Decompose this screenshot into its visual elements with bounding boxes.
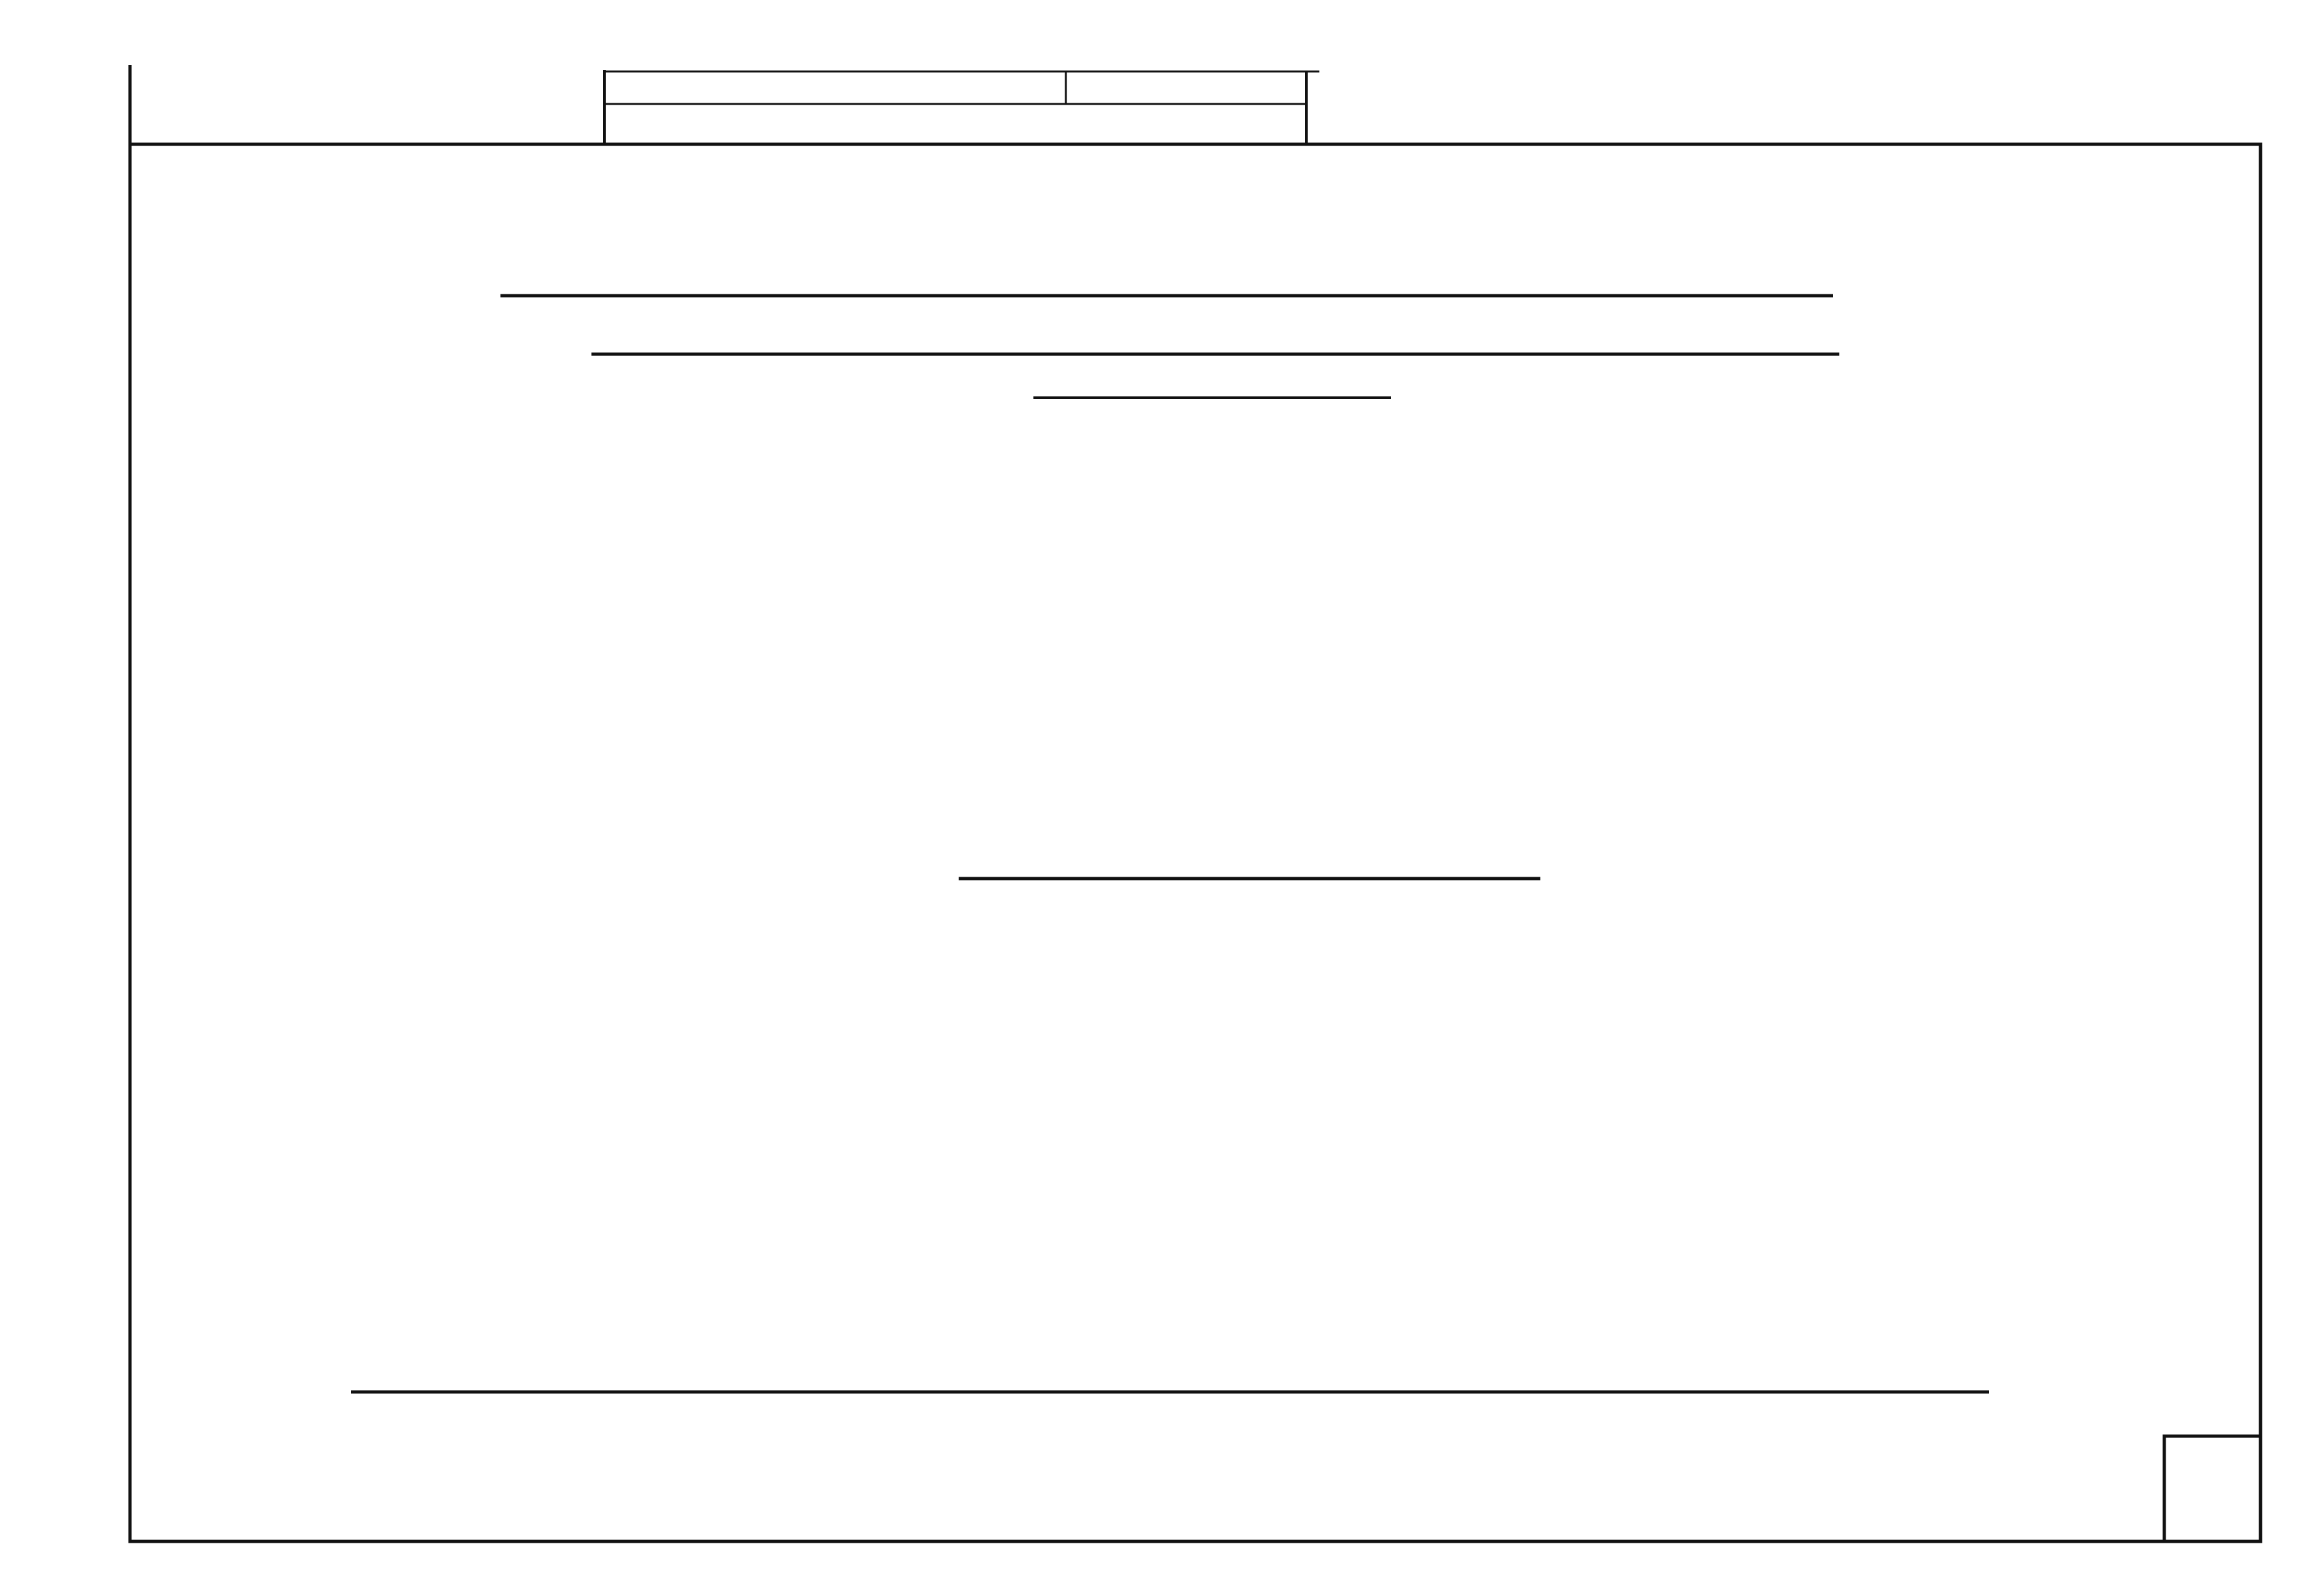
sheet-number-box xyxy=(2164,1436,2261,1541)
